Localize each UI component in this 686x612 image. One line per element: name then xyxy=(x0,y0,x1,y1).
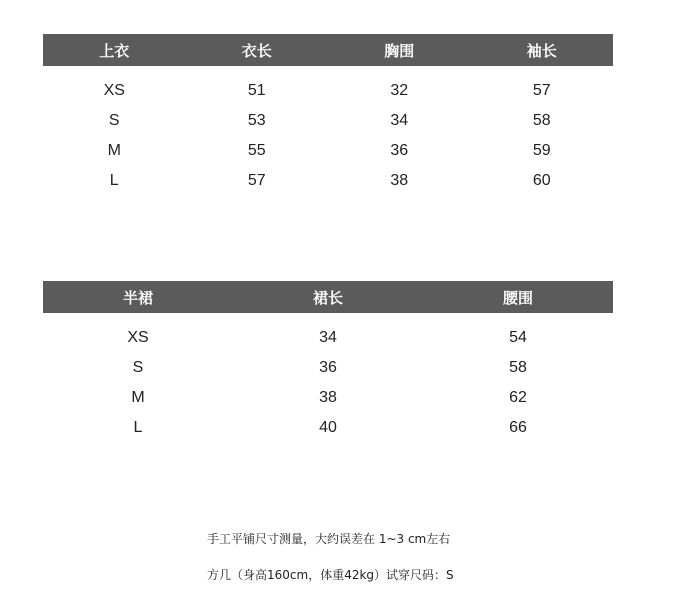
value-cell: 53 xyxy=(247,112,266,129)
table-row xyxy=(43,166,613,196)
value-cell: 57 xyxy=(532,82,551,99)
value-cell: 38 xyxy=(390,172,409,189)
skirt-header-row xyxy=(43,281,613,313)
table-row xyxy=(43,106,613,136)
value-cell: 60 xyxy=(532,172,551,189)
table-row xyxy=(43,353,613,383)
header-cell: 衣长 xyxy=(241,41,272,60)
size-cell: XS xyxy=(103,82,125,99)
table-row xyxy=(43,323,613,353)
size-cell: M xyxy=(131,389,145,406)
value-cell: 51 xyxy=(247,82,266,99)
header-cell: 袖长 xyxy=(526,41,557,60)
tops-header-row xyxy=(43,34,613,66)
value-cell: 34 xyxy=(390,112,409,129)
value-cell: 40 xyxy=(319,419,337,436)
value-cell: 38 xyxy=(319,389,337,406)
value-cell: 59 xyxy=(532,142,551,159)
size-cell: S xyxy=(132,359,144,376)
table-row xyxy=(43,136,613,166)
size-cell: S xyxy=(108,112,120,129)
size-cell: L xyxy=(133,419,143,436)
table-row xyxy=(43,76,613,106)
size-cell: XS xyxy=(127,329,149,346)
value-cell: 32 xyxy=(390,82,409,99)
value-cell: 62 xyxy=(509,389,527,406)
table-row xyxy=(43,383,613,413)
tops-size-table xyxy=(43,34,613,196)
value-cell: 36 xyxy=(319,359,337,376)
value-cell: 58 xyxy=(509,359,527,376)
value-cell: 36 xyxy=(390,142,409,159)
header-cell: 上衣 xyxy=(99,41,130,60)
value-cell: 57 xyxy=(247,172,266,189)
value-cell: 54 xyxy=(509,329,527,346)
table-row xyxy=(43,413,613,443)
value-cell: 58 xyxy=(532,112,551,129)
header-cell: 腰围 xyxy=(502,288,533,307)
value-cell: 66 xyxy=(509,419,527,436)
header-cell: 胸围 xyxy=(384,41,415,60)
skirt-size-table xyxy=(43,281,613,443)
value-cell: 34 xyxy=(319,329,337,346)
size-cell: L xyxy=(109,172,119,189)
size-cell: M xyxy=(107,142,121,159)
value-cell: 55 xyxy=(247,142,266,159)
measurement-note: 手工平铺尺寸测量，大约误差在 1~3 cm左右 xyxy=(207,532,451,546)
header-cell: 半裙 xyxy=(122,288,153,307)
header-cell: 裙长 xyxy=(312,288,343,307)
model-fit-note: 方几（身高160cm，体重42kg）试穿尺码：S xyxy=(207,568,454,582)
